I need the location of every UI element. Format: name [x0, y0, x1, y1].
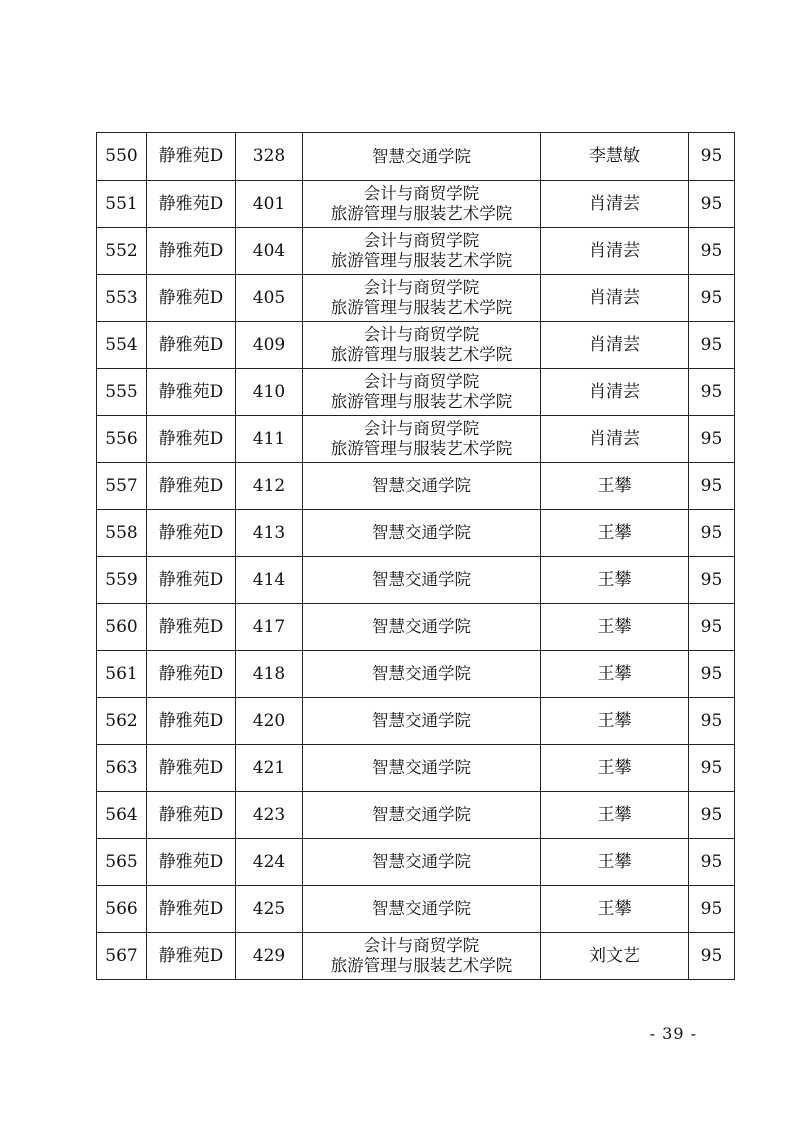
room-number-cell: 405	[236, 275, 303, 322]
college-cell	[303, 886, 541, 933]
serial-number-cell: 551	[97, 181, 147, 228]
room-number-cell: 425	[236, 886, 303, 933]
counselor-cell: 肖清芸	[541, 369, 689, 416]
serial-number-cell: 552	[97, 228, 147, 275]
counselor-cell: 王攀	[541, 604, 689, 651]
score-cell: 95	[689, 745, 735, 792]
dormitory-score-table	[96, 132, 735, 980]
serial-number-cell: 567	[97, 933, 147, 980]
table-row	[97, 557, 735, 604]
counselor-cell: 王攀	[541, 792, 689, 839]
score-cell: 95	[689, 839, 735, 886]
college-name: 旅游管理与服装艺术学院	[330, 298, 513, 317]
college-name: 智慧交通学院	[372, 899, 471, 918]
counselor-cell: 肖清芸	[541, 416, 689, 463]
counselor-cell: 王攀	[541, 557, 689, 604]
building-cell: 静雅苑D	[147, 745, 236, 792]
score-cell: 95	[689, 228, 735, 275]
counselor-cell: 王攀	[541, 698, 689, 745]
college-cell	[303, 369, 541, 416]
serial-number-cell: 558	[97, 510, 147, 557]
room-number-cell: 413	[236, 510, 303, 557]
college-name: 旅游管理与服装艺术学院	[330, 956, 513, 975]
room-number-cell: 420	[236, 698, 303, 745]
table-row	[97, 416, 735, 463]
counselor-cell: 刘文艺	[541, 933, 689, 980]
table-row	[97, 510, 735, 557]
building-cell: 静雅苑D	[147, 792, 236, 839]
score-cell: 95	[689, 510, 735, 557]
building-cell: 静雅苑D	[147, 416, 236, 463]
college-name: 会计与商贸学院	[363, 325, 480, 344]
college-name: 智慧交通学院	[372, 523, 471, 542]
counselor-cell: 肖清芸	[541, 322, 689, 369]
counselor-cell: 王攀	[541, 839, 689, 886]
table-row	[97, 322, 735, 369]
college-cell	[303, 133, 541, 181]
counselor-cell: 肖清芸	[541, 181, 689, 228]
counselor-cell: 王攀	[541, 463, 689, 510]
counselor-cell: 肖清芸	[541, 275, 689, 322]
serial-number-cell: 550	[97, 133, 147, 181]
serial-number-cell: 560	[97, 604, 147, 651]
college-name: 旅游管理与服装艺术学院	[330, 251, 513, 270]
college-name: 智慧交通学院	[372, 805, 471, 824]
college-cell	[303, 416, 541, 463]
counselor-cell: 王攀	[541, 745, 689, 792]
building-cell: 静雅苑D	[147, 228, 236, 275]
room-number-cell: 404	[236, 228, 303, 275]
building-cell: 静雅苑D	[147, 181, 236, 228]
table-row	[97, 604, 735, 651]
room-number-cell: 424	[236, 839, 303, 886]
college-name: 智慧交通学院	[372, 852, 471, 871]
table-row	[97, 228, 735, 275]
score-cell: 95	[689, 463, 735, 510]
college-name: 会计与商贸学院	[363, 936, 480, 955]
room-number-cell: 328	[236, 133, 303, 181]
score-cell: 95	[689, 604, 735, 651]
score-cell: 95	[689, 369, 735, 416]
counselor-cell: 王攀	[541, 886, 689, 933]
building-cell: 静雅苑D	[147, 557, 236, 604]
college-name: 智慧交通学院	[372, 758, 471, 777]
room-number-cell: 409	[236, 322, 303, 369]
college-name: 旅游管理与服装艺术学院	[330, 439, 513, 458]
table-row	[97, 463, 735, 510]
building-cell: 静雅苑D	[147, 604, 236, 651]
table-body	[97, 133, 735, 980]
score-cell: 95	[689, 133, 735, 181]
score-cell: 95	[689, 322, 735, 369]
college-name: 智慧交通学院	[372, 476, 471, 495]
serial-number-cell: 555	[97, 369, 147, 416]
score-cell: 95	[689, 886, 735, 933]
room-number-cell: 401	[236, 181, 303, 228]
college-name: 智慧交通学院	[372, 711, 471, 730]
counselor-cell: 王攀	[541, 651, 689, 698]
score-cell: 95	[689, 557, 735, 604]
counselor-cell: 王攀	[541, 510, 689, 557]
college-name: 智慧交通学院	[372, 617, 471, 636]
college-cell	[303, 557, 541, 604]
college-cell	[303, 839, 541, 886]
college-name: 会计与商贸学院	[363, 278, 480, 297]
college-name: 旅游管理与服装艺术学院	[330, 345, 513, 364]
building-cell: 静雅苑D	[147, 322, 236, 369]
table-row	[97, 181, 735, 228]
college-name: 智慧交通学院	[372, 664, 471, 683]
score-cell: 95	[689, 698, 735, 745]
college-name: 智慧交通学院	[372, 146, 471, 166]
building-cell: 静雅苑D	[147, 698, 236, 745]
building-cell: 静雅苑D	[147, 463, 236, 510]
college-name: 旅游管理与服装艺术学院	[330, 392, 513, 411]
college-cell	[303, 463, 541, 510]
serial-number-cell: 562	[97, 698, 147, 745]
room-number-cell: 421	[236, 745, 303, 792]
room-number-cell: 410	[236, 369, 303, 416]
serial-number-cell: 565	[97, 839, 147, 886]
score-cell: 95	[689, 416, 735, 463]
room-number-cell: 417	[236, 604, 303, 651]
college-cell	[303, 181, 541, 228]
score-cell: 95	[689, 933, 735, 980]
college-cell	[303, 698, 541, 745]
building-cell: 静雅苑D	[147, 275, 236, 322]
room-number-cell: 411	[236, 416, 303, 463]
table-row	[97, 698, 735, 745]
room-number-cell: 423	[236, 792, 303, 839]
college-name: 智慧交通学院	[372, 570, 471, 589]
building-cell: 静雅苑D	[147, 510, 236, 557]
college-name: 会计与商贸学院	[363, 184, 480, 203]
college-name: 旅游管理与服装艺术学院	[330, 204, 513, 223]
room-number-cell: 429	[236, 933, 303, 980]
room-number-cell: 414	[236, 557, 303, 604]
college-cell	[303, 228, 541, 275]
score-cell: 95	[689, 181, 735, 228]
college-cell	[303, 510, 541, 557]
building-cell: 静雅苑D	[147, 651, 236, 698]
page-number: - 39 -	[649, 1024, 697, 1043]
serial-number-cell: 559	[97, 557, 147, 604]
college-cell	[303, 322, 541, 369]
serial-number-cell: 561	[97, 651, 147, 698]
table-row	[97, 275, 735, 322]
college-name: 会计与商贸学院	[363, 372, 480, 391]
table-row	[97, 369, 735, 416]
college-cell	[303, 933, 541, 980]
building-cell: 静雅苑D	[147, 133, 236, 181]
serial-number-cell: 554	[97, 322, 147, 369]
serial-number-cell: 553	[97, 275, 147, 322]
table-row	[97, 886, 735, 933]
college-name: 会计与商贸学院	[363, 231, 480, 250]
table-row	[97, 839, 735, 886]
college-cell	[303, 275, 541, 322]
serial-number-cell: 564	[97, 792, 147, 839]
table-row	[97, 651, 735, 698]
table-row	[97, 133, 735, 181]
serial-number-cell: 556	[97, 416, 147, 463]
building-cell: 静雅苑D	[147, 839, 236, 886]
college-name: 会计与商贸学院	[363, 419, 480, 438]
building-cell: 静雅苑D	[147, 933, 236, 980]
counselor-cell: 李慧敏	[541, 133, 689, 181]
college-cell	[303, 651, 541, 698]
score-cell: 95	[689, 651, 735, 698]
college-cell	[303, 792, 541, 839]
table-row	[97, 792, 735, 839]
serial-number-cell: 563	[97, 745, 147, 792]
table-row	[97, 745, 735, 792]
college-cell	[303, 745, 541, 792]
building-cell: 静雅苑D	[147, 369, 236, 416]
table-row	[97, 933, 735, 980]
building-cell: 静雅苑D	[147, 886, 236, 933]
room-number-cell: 412	[236, 463, 303, 510]
room-number-cell: 418	[236, 651, 303, 698]
college-cell	[303, 604, 541, 651]
counselor-cell: 肖清芸	[541, 228, 689, 275]
serial-number-cell: 566	[97, 886, 147, 933]
score-cell: 95	[689, 275, 735, 322]
score-cell: 95	[689, 792, 735, 839]
serial-number-cell: 557	[97, 463, 147, 510]
